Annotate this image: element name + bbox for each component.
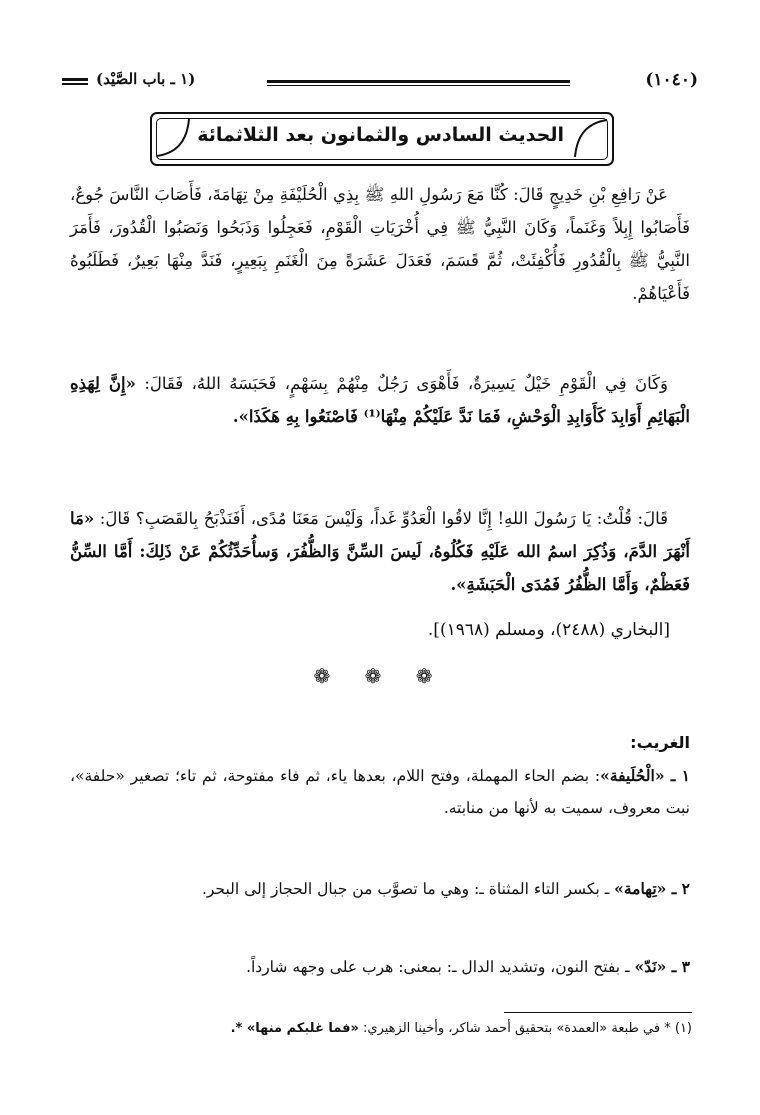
- glossary-term: ١ ـ «الْحُلَيفة»: [600, 766, 690, 785]
- section-separator: ❁ ❁ ❁: [313, 664, 447, 688]
- footnote-rule: [504, 1012, 692, 1013]
- footnote-text: * في طبعة «العمدة» بتحقيق أحمد شاكر، وأخينا الزهيري:: [363, 1021, 671, 1036]
- corner-ornament-icon: [571, 117, 609, 159]
- glossary-definition: ـ بكسر التاء المثناة ـ: وهي ما تصوَّب من جبال الحجاز إلى البحر.: [201, 880, 615, 898]
- prophet-saying: «مَا أَنْهَرَ الدَّمَ، وَذُكِرَ اسمُ الله عَلَيْهِ فَكُلُوهُ، لَيسَ السِّنَّ وَالظُّفُرَ، وَسأُحَدِّثُكُمْ عَنْ ذَلِكَ: أَمَّا السِّنُّ فَعَظْمٌ، وَأَمَّا الظُّفُرُ فَمُدَى الْحَبَشَةِ».: [70, 509, 690, 594]
- hadith-paragraph-1: عَنْ رَافِعِ بْنِ خَدِيجٍ قَالَ: كُنَّا مَعَ رَسُولِ اللهِ ﷺ بِذِي الْحُلَيْفَةِ مِنْ تِهَامَةَ، فَأَصَابَ النَّاسَ جُوعٌ، فَأَصَابُوا إِبِلاً وَغَنَماً، وَكَانَ النَّبِيُّ ﷺ فِي أُخْرَيَاتِ الْقَوْمِ، فَعَجِلُوا وَذَبَحُوا وَنَصَبُوا الْقُدُورَ، فَأَمَرَ النَّبِيُّ ﷺ بِالْقُدُورِ فَأُكْفِئَتْ، ثُمَّ قَسَمَ، فَعَدَلَ عَشَرَةً مِنَ الْغَنَمِ بِبَعِيرٍ، فَنَدَّ مِنْهَا بَعِيرٌ، فَطَلَبُوهُ فَأَعْيَاهُمْ.: [70, 185, 690, 303]
- page-number: (١٠٤٠): [645, 70, 698, 90]
- glossary-definition: ـ بفتح النون، وتشديد الدال ـ: بمعنى: هرب على وجهه شارداً.: [246, 958, 635, 976]
- glossary-heading: الغريب:: [630, 733, 690, 752]
- hadith-paragraph-2: [70, 367, 690, 433]
- hadith-title: الحديث السادس والثمانون بعد الثلاثمائة: [197, 124, 564, 146]
- title-frame: [150, 112, 614, 166]
- glossary-item: [70, 951, 690, 983]
- glossary-term: ٢ ـ «تِهامة»: [614, 879, 690, 898]
- narration-text: قَالَ: قُلْتُ: يَا رَسُولَ اللهِ! إِنَّا لاقُوا الْعَدُوِّ غَداً، وَلَيْسَ مَعَنَا مُدًى، أَفَنَذْبَحُ بِالقَصَبِ؟ قَالَ:: [99, 509, 668, 528]
- prophet-saying: «إِنَّ لِهَذِهِ الْبَهَائِمِ أَوَابِدَ كَأَوَابِدِ الْوَحْشِ، فَمَا نَدَّ عَلَيْكُمْ مِنْهَا⁽¹⁾ فَاصْنَعُوا بِهِ هَكَذَا».: [70, 374, 690, 426]
- header-rule: [267, 80, 570, 86]
- glossary-item: [70, 873, 690, 905]
- glossary-term: ٣ ـ «نَدّ»: [634, 957, 690, 976]
- footnote-quote: «فما غلبكم منها» *.: [230, 1021, 359, 1036]
- narration-text: وَكَانَ فِي الْقَوْمِ خَيْلٌ يَسِيرَةٌ، فَأَهْوَى رَجُلٌ مِنْهُمْ بِسَهْمٍ، فَحَبَسَهُ اللهُ، فَقَالَ:: [144, 374, 668, 393]
- hadith-paragraph-3: [70, 502, 690, 601]
- glossary-item: [70, 760, 690, 824]
- running-header: [62, 68, 698, 98]
- footnote-marker: (١): [674, 1021, 692, 1036]
- footnote: [70, 1016, 692, 1042]
- source-reference: [البخاري (٢٤٨٨)، ومسلم (١٩٦٨)].: [427, 620, 670, 640]
- chapter-title: (١ ـ باب الصَّيْد): [96, 70, 196, 88]
- corner-ornament-icon: [155, 117, 193, 159]
- header-end-mark: [62, 78, 88, 85]
- glossary-definition: : بضم الحاء المهملة، وفتح اللام، بعدها ياء، ثم فاء مفتوحة، ثم تاء؛ تصغير «حلفة»، نبت معروف، سميت به لأنها من منابته.: [70, 767, 690, 817]
